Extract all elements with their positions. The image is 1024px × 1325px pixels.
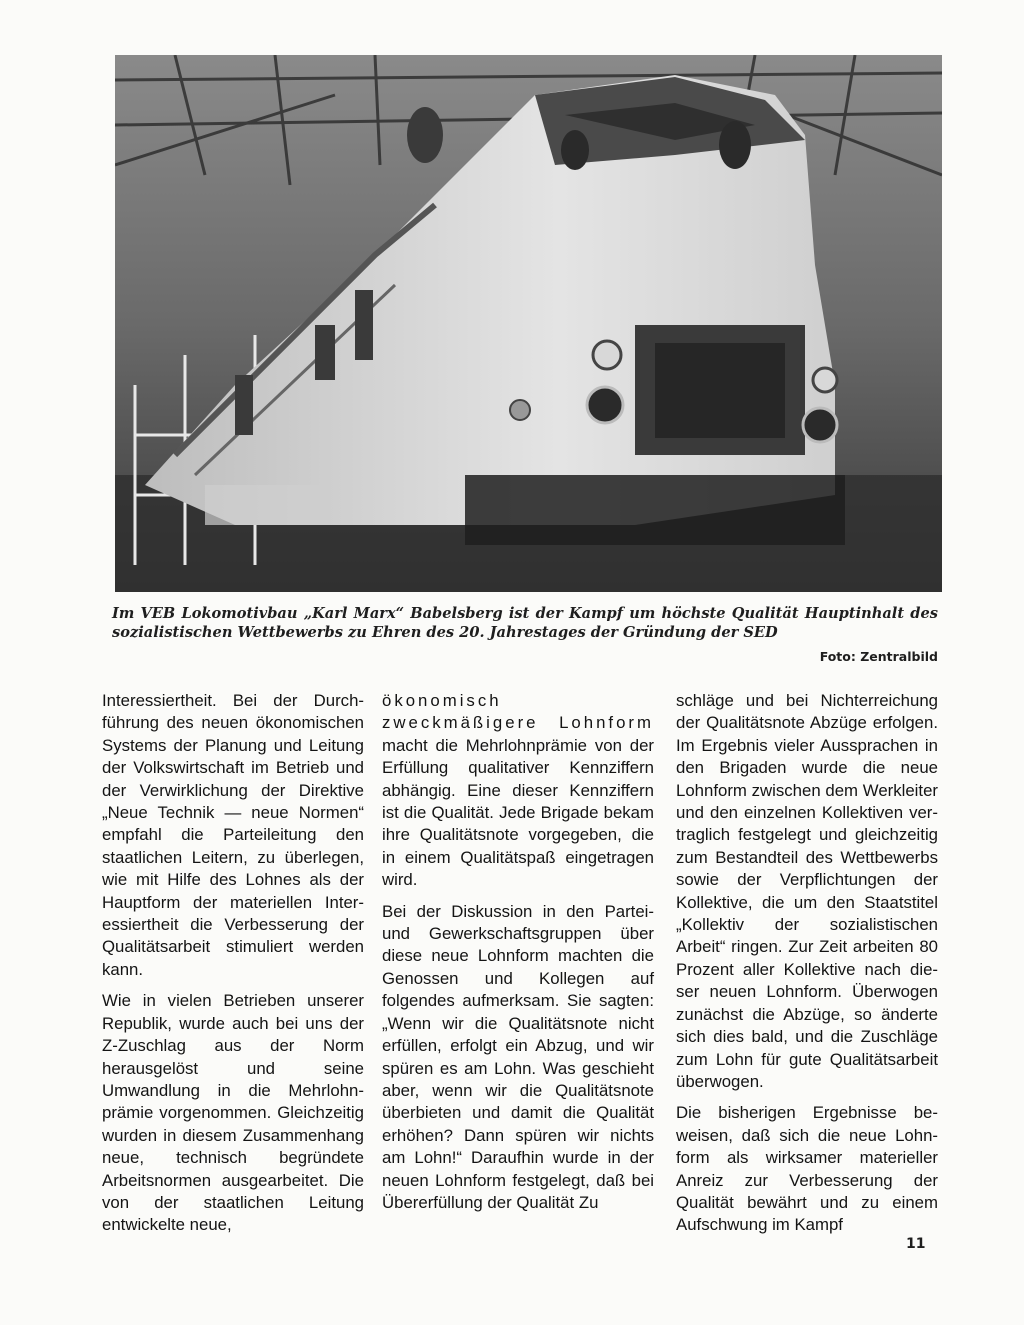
paragraph bbox=[382, 690, 654, 892]
text-column-1 bbox=[102, 690, 364, 1246]
photo-caption: Im VEB Lokomotivbau „Karl Marx“ Babelsberg ist der Kampf um höchste Qualität Hauptinhalt des sozialistischen Wettbewerbs zu Ehren des 20. Jahrestages der Gründung der SED bbox=[112, 605, 938, 641]
paragraph: Wie in vielen Betrieben unserer Republik, wurde auch bei uns der Z-Zuschlag aus der Norm herausgelöst und seine Umwandlung in die Mehrlohnprämie vorgenommen. Gleichzeitig wurden in diesem Zusammenhang neue, technisch begründete Arbeitsnormen ausgearbeitet. Die von der staatlichen Leitung entwickelte neue, bbox=[102, 991, 364, 1235]
paragraph: Bei der Diskussion in den Partei- und Gewerkschaftsgruppen über diese neue Lohnform machten die Genossen und Kollegen auf folgendes aufmerksam. Sie sagten: „Wenn wir die Qualitätsnote nicht erfüllen, erfolgt ein Abzug, und wir spüren es am Lohn. Was geschieht aber, wenn wir die Qualitätsnote überbieten und damit die Qualität erhöhen? Dann spüren wir nichts am Lohn!“ Daraufhin wurde in der neuen Lohnform festgelegt, daß bei Übererfüllung der Qualität Zu bbox=[382, 901, 654, 1212]
spaced-emphasis: ökonomisch zweckmäßigere Lohnform bbox=[382, 691, 654, 733]
page-number: 11 bbox=[906, 1236, 926, 1252]
paragraph-text: macht die Mehrlohnprämie von der Erfüllung qualitativer Kennziffern abhängig. Eine dieser Kennziffern ist die Qualität. Jede Brigade bekam ihre Qualitätsnote vorgegeben, die in einem Qualitätspaß eingetragen wird. bbox=[382, 735, 654, 890]
locomotive-photo bbox=[115, 55, 942, 592]
paragraph: schläge und bei Nichterreichung der Qualitätsnote Abzüge erfolgen. Im Ergebnis vieler Aussprachen in den Brigaden wurde die neue Lohnform zwischen dem Werkleiter und den einzelnen Kollektiven vertraglich festgelegt und gleichzeitig zum Bestandteil des Wettbewerbs sowie der Verpflichtungen der Kollektive, die um den Staatstitel „Kollektiv der sozialistischen Arbeit“ ringen. Zur Zeit arbeiten 80 Prozent aller Kollektive nach dieser neuen Lohnform. Überwogen zunächst die Abzüge, so änderte sich dies bald, und die Zuschläge zum Lohn für gute Qualitätsarbeit überwogen. bbox=[676, 691, 938, 1091]
paragraph: Interessiertheit. Bei der Durchführung des neuen ökonomischen Systems der Planung und Leitung der Volkswirtschaft im Betrieb und der Verwirklichung der Direktive „Neue Technik — neue Normen“ empfahl die Parteileitung den staatlichen Leitern, zu überlegen, wie mit Hilfe des Lohnes als der Hauptform der materiellen Interessiertheit die Verbesserung der Qualitätsarbeit stimuliert werden kann. bbox=[102, 691, 364, 979]
paragraph: Die bisherigen Ergebnisse beweisen, daß sich die neue Lohnform als wirksamer materieller Anreiz zur Verbesserung der Qualität bewährt und zu einem Aufschwung im Kampf bbox=[676, 1103, 938, 1235]
photo-credit: Foto: Zentralbild bbox=[819, 649, 938, 664]
text-column-2 bbox=[382, 690, 654, 1223]
text-column-3 bbox=[676, 690, 938, 1246]
